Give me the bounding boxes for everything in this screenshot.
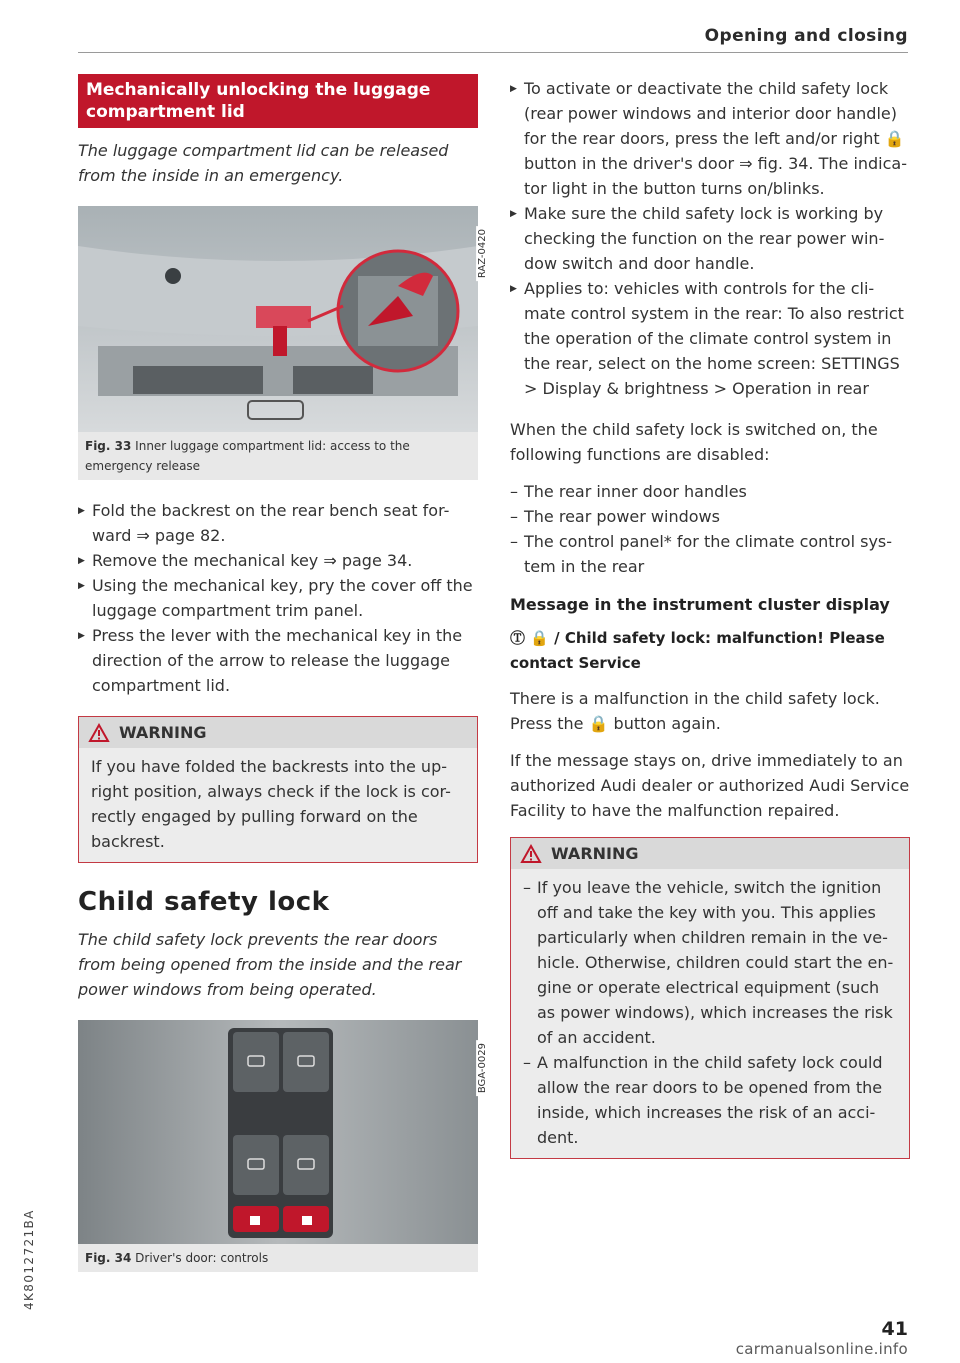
figure-33-caption xyxy=(78,432,478,480)
warning-list xyxy=(523,875,897,1150)
door-controls-illustration xyxy=(78,1020,478,1244)
warning-triangle-icon xyxy=(521,845,541,863)
figure-34-image xyxy=(78,1020,488,1244)
figure-33-image xyxy=(78,206,488,432)
list-item: – A malfunction in the child safety lock could allow the rear doors to be opened from the inside, which increases the risk of an acci-dent. xyxy=(523,1050,897,1150)
figure-34-caption-text: Driver's door: controls xyxy=(135,1251,269,1265)
child-lock-steps xyxy=(510,76,910,401)
page-header-title: Opening and closing xyxy=(704,26,908,46)
warning-text: If you have folded the backrests into the up-right position, always check if the lock is cor-rectly engaged by pulling forward on the backrest. xyxy=(79,748,477,862)
warning-body xyxy=(511,869,909,1158)
warning-title: WARNING xyxy=(551,844,639,863)
warning-title: WARNING xyxy=(119,723,207,742)
figure-33-code: RAZ-0420 xyxy=(476,226,489,281)
unlock-steps xyxy=(78,498,478,698)
section-title-luggage: Mechanically unlocking the luggage compartment lid xyxy=(78,74,478,128)
child-safety-intro: The child safety lock prevents the rear doors from being opened from the inside and the rear power windows from being operated. xyxy=(78,930,462,999)
page-number: 41 xyxy=(881,1318,908,1340)
child-safety-title: Child safety lock xyxy=(78,887,330,917)
document-code: 4K8012721BA xyxy=(22,1209,36,1310)
list-item: ▶ Using the mechanical key, pry the cover off the luggage compartment trim panel. xyxy=(78,573,478,623)
list-item: ▶ Press the lever with the mechanical key in the direction of the arrow to release the luggage compartment lid. xyxy=(78,623,478,698)
list-item: – The rear power windows xyxy=(510,504,910,529)
list-item: – The rear inner door handles xyxy=(510,479,910,504)
malfunction-text-2: If the message stays on, drive immediately to an authorized Audi dealer or authorized Audi Service Facility to have the malfunction repaired. xyxy=(510,751,910,820)
warning-box-backrest xyxy=(78,716,478,863)
warning-header xyxy=(511,838,909,869)
watermark: carmanualsonline.info xyxy=(735,1340,908,1358)
list-item: ▶ Applies to: vehicles with controls for the cli-mate control system in the rear: To also restrict the operation of the climate control system in the rear, select on the home screen: SETTINGS > Display & brightness > Operation in rear xyxy=(510,276,910,401)
figure-34-code: BGA-0029 xyxy=(476,1040,489,1096)
list-item: ▶ Make sure the child safety lock is working by checking the function on the rear power win-dow switch and door handle. xyxy=(510,201,910,276)
left-column xyxy=(78,74,488,1290)
list-item: – If you leave the vehicle, switch the ignition off and take the key with you. This applies particularly when children remain in the ve-hicle. Otherwise, children could start the en-gine or operate electrical equipment (such as power windows), which increases the risk of an accident. xyxy=(523,875,897,1050)
figure-33-caption-text: Inner luggage compartment lid: access to the emergency release xyxy=(85,439,410,473)
disabled-functions-intro: When the child safety lock is switched on, the following functions are disabled: xyxy=(510,420,878,464)
figure-33-label: Fig. 33 xyxy=(85,439,132,453)
figure-34-label: Fig. 34 xyxy=(85,1251,132,1265)
list-item: – The control panel* for the climate control sys-tem in the rear xyxy=(510,529,910,579)
list-item: ▶ Fold the backrest on the rear bench seat for-ward ⇒ page 82. xyxy=(78,498,478,548)
figure-34-caption xyxy=(78,1244,478,1272)
luggage-intro: The luggage compartment lid can be released from the inside in an emergency. xyxy=(78,141,449,185)
luggage-lid-illustration xyxy=(78,206,478,432)
list-item: ▶ To activate or deactivate the child safety lock (rear power windows and interior door handle) for the rear doors, press the left and/or right 🔒 button in the driver's door ⇒ fig. 34. The indica-tor light in the button turns on/blinks. xyxy=(510,76,910,201)
header-rule xyxy=(78,52,908,53)
right-column xyxy=(510,76,910,1183)
malfunction-text-1: There is a malfunction in the child safety lock. Press the 🔒 button again. xyxy=(510,689,880,733)
warning-triangle-icon xyxy=(89,724,109,742)
warning-header xyxy=(79,717,477,748)
list-item: ▶ Remove the mechanical key ⇒ page 34. xyxy=(78,548,478,573)
figure-33 xyxy=(78,206,488,480)
malfunction-message-heading: Ⓣ 🔒 / Child safety lock: malfunction! Please contact Service xyxy=(510,629,885,672)
disabled-functions-list xyxy=(510,479,910,579)
figure-34 xyxy=(78,1020,488,1272)
message-section-title: Message in the instrument cluster display xyxy=(510,595,890,614)
warning-box-child-lock xyxy=(510,837,910,1159)
